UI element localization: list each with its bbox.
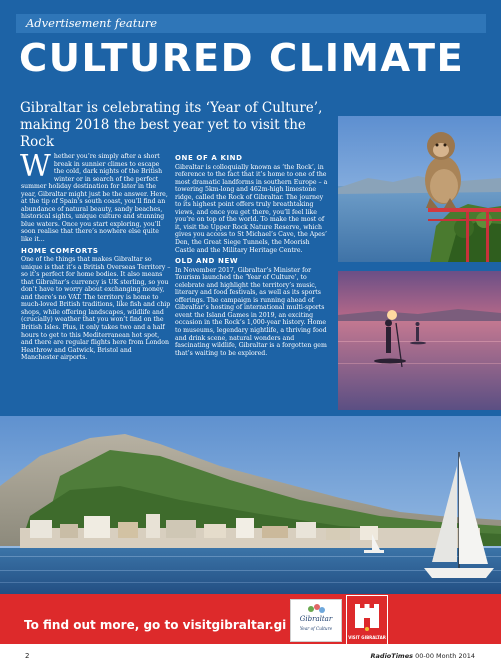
macaque-illustration xyxy=(338,116,501,262)
column-middle xyxy=(175,155,328,357)
rock-illustration xyxy=(0,416,501,594)
intro-paragraph xyxy=(20,149,171,244)
cta-text[interactable]: To find out more, go to visitgibraltar.gi xyxy=(24,618,287,632)
column-left xyxy=(20,149,171,362)
intro-text: hether you’re simply after a short break in sunnier climes to escape the cold, dark nights of the British winter or in search of the perfect summer holiday destination for later in the year, Gibraltar might just be the answer. Here, at the tip of Spain’s south coast, you’ll find an abundance of natural beauty, sandy beaches, historical sights, unique culture and stunning blue waters. Once you start exploring, you’ll soon realise that there’s nowhere else quite like it... xyxy=(21,153,168,244)
rock-panorama-photo xyxy=(0,416,501,594)
castle-icon xyxy=(347,596,387,634)
subhead-old-and-new: OLD AND NEW xyxy=(175,257,239,266)
sunset-illustration xyxy=(338,271,501,410)
feature-label: Advertisement feature xyxy=(26,16,158,30)
feature-label-bar xyxy=(16,14,486,33)
culture-logo-sub: Year of Culture xyxy=(299,626,333,631)
folio xyxy=(371,652,475,660)
logo-mark-icon xyxy=(291,601,341,615)
one-of-a-kind-text: Gibraltar is colloquially known as ‘the Rock’, in reference to the fact that it’s home to one of the most dramatic landforms in southern Europe – a towering 5km-long and 462m-high limestone ridge, called the Rock of Gibraltar. The journey to its highest point offers truly breathtaking views, and once you get there, you’ll feel like you’re on top of the world. To make the most of it, visit the Upper Rock Nature Reserve, which gives you access to St Michael’s Cave, the Apes’ Den, the Great Siege Tunnels, the Moorish Castle and the Military Heritage Centre. xyxy=(175,163,328,254)
old-and-new-text: In November 2017, Gibraltar’s Minister for Tourism launched the ‘Year of Culture’, to celebrate and highlight the territory’s music, literary and food festivals, as well as its sports offerings. The campaign is running ahead of Gibraltar’s hosting of international multi-sports event the Island Games in 2019, an exciting occasion in the Rock’s 1,000-year history. Home to museums, legendary nightlife, a thriving food and drink scene, natural wonders and fascinating wildlife, Gibraltar is a forgotten gem that’s waiting to be explored. xyxy=(175,266,327,357)
macaque-photo xyxy=(338,116,501,262)
cta-bar xyxy=(0,594,501,644)
standfirst: Gibraltar is celebrating its ‘Year of Culture’, making 2018 the best year yet to visit the Rock xyxy=(20,100,323,150)
tourism-logo-word: VISIT GIBRALTAR xyxy=(348,635,386,640)
culture-logo-word: Gibraltar xyxy=(299,615,333,623)
drop-cap: W xyxy=(20,149,51,184)
subhead-one-of-a-kind: ONE OF A KIND xyxy=(175,154,243,162)
page-footer xyxy=(0,644,501,671)
tourism-logo xyxy=(346,595,388,645)
issue-date: 00-00 Month 2014 xyxy=(415,652,475,660)
paddleboard-photo xyxy=(338,271,501,410)
home-comforts-text: One of the things that makes Gibraltar so unique is that it’s a British Overseas Territory – so it’s perfect for home bodies. It also means that Gibraltar’s currency is UK sterling, so you don’t have to worry about exchanging money, and there’s no VAT. The territory is home to much-loved British traditions, like fish and chip shops, while offering landscapes, wildlife and (crucially) weather that you won’t find on the British Isles. Plus, it only takes two and a half hours to get to this Mediterranean hot spot, and there are regular flights here from London Heathrow and Gatwick, Bristol and Manchester airports. xyxy=(21,256,171,362)
magazine-brand: RadioTimes xyxy=(370,652,413,660)
subhead-home-comforts: HOME COMFORTS xyxy=(21,246,99,255)
headline: CULTURED CLIMATE xyxy=(19,36,465,81)
year-of-culture-logo xyxy=(290,599,342,642)
page-number: 2 xyxy=(25,652,30,660)
